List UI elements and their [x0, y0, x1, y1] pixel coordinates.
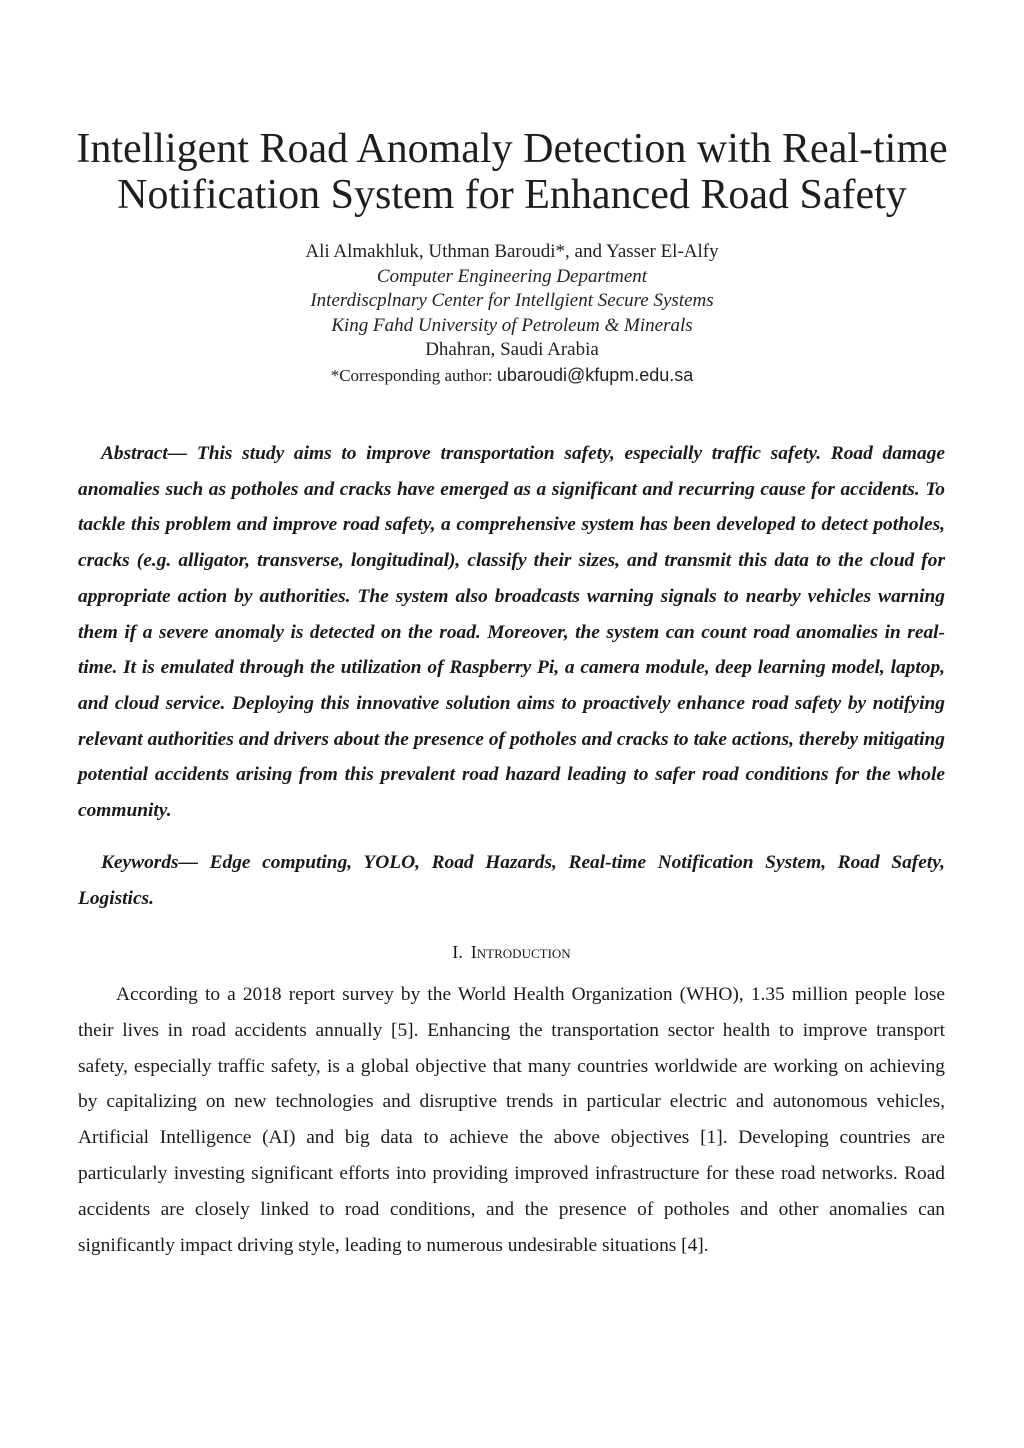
affiliation-center: Interdiscplnary Center for Intellgient Secure Systems: [310, 290, 714, 312]
paper-title: Intelligent Road Anomaly Detection with Real-time Notification System for Enhanced Road Safety: [76, 126, 948, 218]
corresponding-email: ubaroudi@kfupm.edu.sa: [496, 364, 694, 385]
keywords: [78, 845, 945, 916]
section-title: Introduction: [470, 942, 571, 962]
author-info: [40, 240, 984, 389]
section-number: I.: [452, 942, 463, 962]
affiliation-department: Computer Engineering Department: [376, 265, 648, 287]
keywords-text: Edge computing, YOLO, Road Hazards, Real-time Notification System, Road Safety, Logistics.: [78, 852, 945, 909]
introduction-paragraph: According to a 2018 report survey by the World Health Organization (WHO), 1.35 million people lose their lives in road accidents annually [5]. Enhancing the transportation sector health to improve transport safety, especially traffic safety, is a global objective that many countries worldwide are working on achieving by capitalizing on new technologies and disruptive trends in particular electric and autonomous vehicles, Artificial Intelligence (AI) and big data to achieve the above objectives [1]. Developing countries are particularly investing significant efforts into providing improved infrastructure for these road networks. Road accidents are closely linked to road conditions, and the presence of potholes and other anomalies can significantly impact driving style, leading to numerous undesirable situations [4].: [78, 984, 945, 1256]
affiliation-university: King Fahd University of Petroleum & Minerals: [331, 314, 693, 336]
abstract-text: This study aims to improve transportation safety, especially traffic safety. Road damage anomalies such as potholes and cracks have emerged as a significant and recurring cause for accidents. To tackle this problem and improve road safety, a comprehensive system has been developed to detect potholes, cracks (e.g. alligator, transverse, longitudinal), classify their sizes, and transmit this data to the cloud for appropriate action by authorities. The system also broadcasts warning signals to nearby vehicles warning them if a severe anomaly is detected on the road. Moreover, the system can count road anomalies in real-time. It is emulated through the utilization of Raspberry Pi, a camera module, deep learning model, laptop, and cloud service. Deploying this innovative solution aims to proactively enhance road safety by notifying relevant authorities and drivers about the presence of potholes and cracks to take actions, thereby mitigating potential accidents arising from this prevalent road hazard leading to safer road conditions for the whole community.: [78, 443, 945, 822]
abstract: [78, 436, 945, 829]
corresponding-author: [40, 363, 984, 389]
abstract-label: Abstract—: [101, 443, 197, 464]
author-names: Ali Almakhluk, Uthman Baroudi*, and Yasser El-Alfy: [305, 241, 719, 262]
affiliation-location: Dhahran, Saudi Arabia: [425, 339, 599, 361]
corresponding-label: *Corresponding author:: [330, 365, 497, 385]
keywords-label: Keywords—: [101, 852, 210, 873]
section-heading-introduction: [78, 940, 945, 964]
